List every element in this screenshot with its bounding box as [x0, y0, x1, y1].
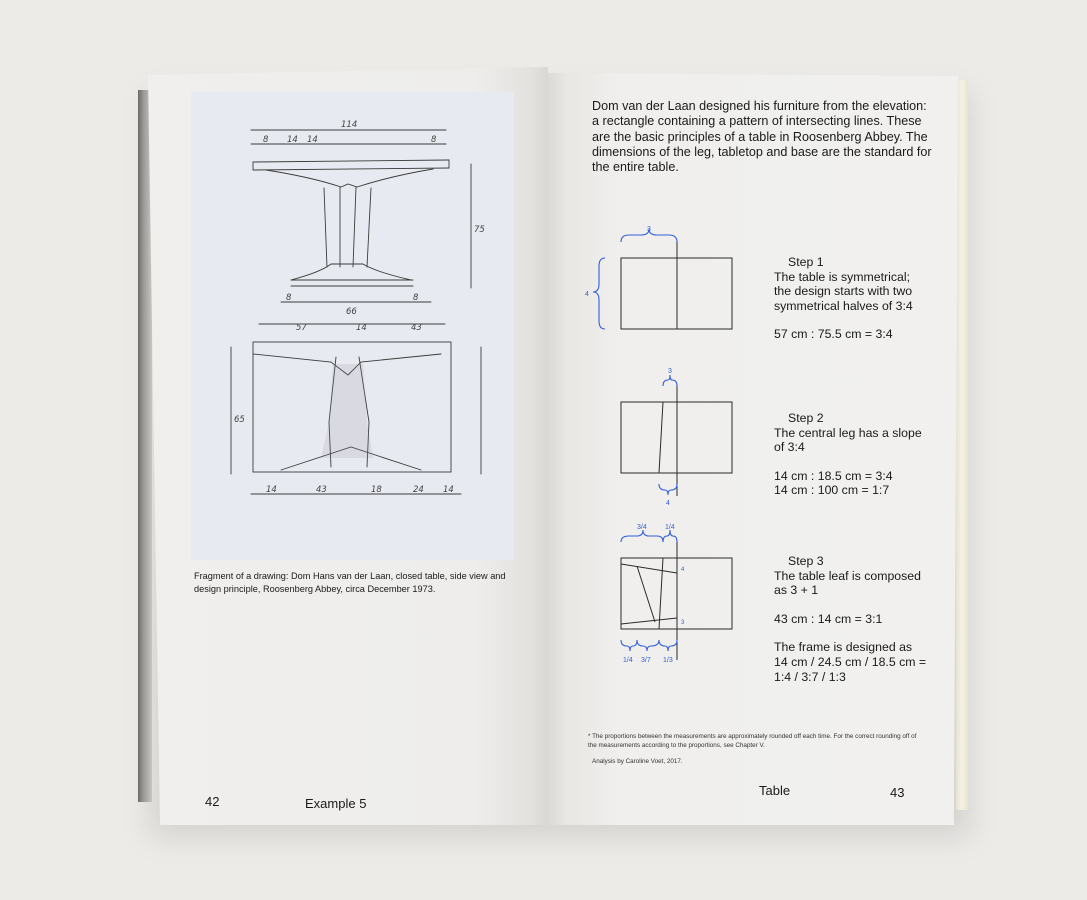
sketch-label: 57: [296, 323, 307, 333]
step-line: the design starts with two: [774, 284, 913, 299]
step-ratio: 14 cm : 18.5 cm = 3:4: [774, 468, 893, 483]
step-line: of 3:4: [774, 440, 805, 455]
step3-top-brace-b: [663, 530, 677, 542]
footnote: * The proportions between the measurements are approximately rounded off each time. For the correct rounding off of the measurements according to the proportions, see Chapter V.: [588, 733, 917, 749]
sketch-label: 43: [411, 323, 422, 333]
step-line: 14 cm / 24.5 cm / 18.5 cm =: [774, 654, 927, 669]
step-ratio: 57 cm : 75.5 cm = 3:4: [774, 327, 893, 342]
sketch-label: 18: [371, 485, 382, 495]
analysis-credit: Analysis by Caroline Voet, 2017.: [592, 758, 683, 765]
step2-diagram: [585, 366, 745, 506]
step2-bottom-brace: [659, 484, 677, 495]
step2-text: [774, 411, 934, 498]
sketch-label: 14: [266, 485, 277, 495]
table-sketch: [191, 92, 514, 560]
sketch-label: 8: [431, 135, 437, 145]
diagram-label: 1/3: [663, 657, 673, 664]
sketch-label: 8: [413, 293, 419, 303]
diagram-label: 3: [647, 226, 651, 233]
diagram-label: 1/4: [623, 657, 633, 664]
step1-left-brace: [593, 258, 605, 329]
page-block-edge: [956, 80, 968, 810]
diagram-label: 3: [681, 620, 685, 626]
sketch-label: 14: [307, 135, 318, 145]
step-line: The table is symmetrical;: [774, 269, 910, 284]
diagram-label: 3/4: [637, 524, 647, 531]
step-line: The central leg has a slope: [774, 425, 922, 440]
sketch-label: 65: [234, 415, 245, 425]
sketch-label: 8: [286, 293, 292, 303]
step-heading: Step 3: [788, 554, 824, 568]
step2-top-brace: [663, 375, 677, 386]
sketch-label: 14: [443, 485, 454, 495]
step2-leg-slope: [659, 402, 663, 473]
step-line: 1:4 / 3:7 / 1:3: [774, 669, 846, 684]
sketch-label: 75: [474, 225, 485, 235]
step-ratio: 14 cm : 100 cm = 1:7: [774, 483, 890, 498]
step-heading: Step 1: [788, 255, 824, 269]
sketch-label: 8: [263, 135, 269, 145]
sketch-photo: [191, 92, 514, 560]
sketch-label: 14: [356, 323, 367, 333]
book-cover-edge: [138, 90, 152, 802]
diagram-label: 1/4: [665, 524, 675, 531]
running-title-left: Example 5: [305, 796, 367, 811]
step3-top-brace-a: [621, 530, 663, 542]
step3-text: [774, 554, 934, 684]
step-line: symmetrical halves of 3:4: [774, 298, 913, 313]
sketch-label: 14: [287, 135, 298, 145]
intro-paragraph: Dom van der Laan designed his furniture from the elevation: a rectangle containing a pattern of intersecting lines. These are the basic principles of a table in Roosenberg Abbey. The dimensions of the leg, tabletop and base are the standard for the entire table.: [592, 99, 932, 175]
diagram-label: 3: [668, 368, 672, 375]
diagram-label: 4: [666, 500, 670, 506]
running-title-right: Table: [759, 783, 791, 798]
diagram-label: 3/7: [641, 657, 651, 664]
sketch-label: 66: [346, 307, 357, 317]
step-heading: Step 2: [788, 411, 824, 425]
step-line: The table leaf is composed: [774, 568, 921, 583]
step1-text: [774, 255, 934, 342]
page-number-right: 43: [890, 785, 905, 800]
step-line: as 3 + 1: [774, 583, 819, 598]
figure-caption: Fragment of a drawing: Dom Hans van der Laan, closed table, side view and design principle, Roosenberg Abbey, circa December 1973.: [194, 571, 506, 594]
step3-diagram: [585, 520, 745, 670]
page-number-left: 42: [205, 794, 220, 809]
diagram-label: 4: [585, 291, 589, 298]
step1-diagram: [585, 222, 745, 340]
step-line: The frame is designed as: [774, 640, 913, 655]
sketch-label: 24: [413, 485, 424, 495]
step-ratio: 43 cm : 14 cm = 3:1: [774, 611, 883, 626]
sketch-label: 114: [341, 120, 358, 130]
diagram-label: 4: [681, 567, 685, 573]
sketch-label: 43: [316, 485, 327, 495]
